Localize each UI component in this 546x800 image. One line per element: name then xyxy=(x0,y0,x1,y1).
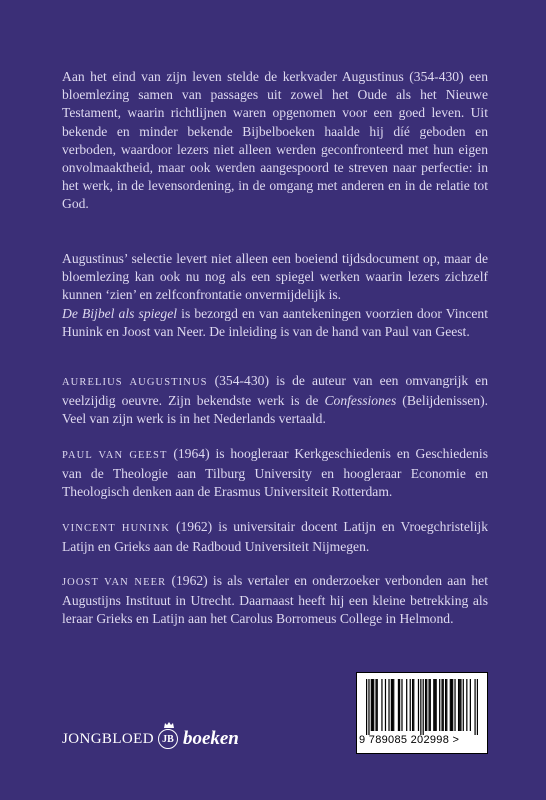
bio-name: JOOST VAN NEER xyxy=(62,577,167,588)
barcode-bar xyxy=(412,679,413,731)
barcode-bar xyxy=(413,679,414,731)
bio-name: AURELIUS AUGUSTINUS xyxy=(62,377,208,388)
barcode-bar xyxy=(430,679,431,731)
bio-van-geest xyxy=(62,445,488,502)
barcode-bar xyxy=(477,679,478,735)
barcode-icon xyxy=(366,679,478,735)
barcode-bar xyxy=(451,679,452,731)
barcode-digits: 9 789085 202998 > xyxy=(359,734,460,746)
blurb-text-1: Aan het eind van zijn leven stelde de kerkvader Augustinus (354-430) een bloemlezing samen van passages uit zowel het Oude als het Nieuwe Testament, waarin richtlijnen waren opgenomen voor een goed leven. Uit bekende en minder bekende Bijbelboeken haalde hij díé geboden en verboden, waardoor lezers niet alleen werden geconfronteerd met hun eigen onvolmaaktheid, maar ook werden aangespoord te streven naar perfectie: in het werk, in de levensordening, in de omgang met anderen en in de relatie tot God. xyxy=(62,69,488,212)
barcode-bar xyxy=(466,679,467,731)
barcode-bar xyxy=(445,679,446,731)
barcode-bar xyxy=(388,679,389,731)
barcode-bar xyxy=(452,679,453,731)
barcode-bar xyxy=(454,679,455,731)
barcode-bar xyxy=(458,679,459,731)
barcode-bar xyxy=(436,679,437,731)
barcode-bar xyxy=(392,679,393,731)
blurb-paragraph-3 xyxy=(62,305,488,341)
barcode-bar xyxy=(393,679,394,731)
barcode-bar xyxy=(391,679,392,731)
barcode-bar xyxy=(373,679,374,731)
barcode-bar xyxy=(443,679,444,731)
seal-monogram: JB xyxy=(158,729,178,749)
publisher-name: JONGBLOED xyxy=(62,730,154,747)
bio-augustinus xyxy=(62,372,488,429)
barcode-bar xyxy=(401,679,402,731)
barcode-bar xyxy=(474,679,475,735)
bio-text: (354-430) is de auteur van een omvangrijk en veelzijdig oeuvre. Zijn bekendste werk is de xyxy=(62,373,488,409)
publisher-seal xyxy=(158,727,180,751)
book-title: De Bijbel als spiegel xyxy=(62,306,178,321)
crown-icon xyxy=(164,722,174,728)
bio-text: (1964) is hoogleraar Kerkgeschiedenis en Geschiedenis van de Theologie aan Tilburg University en hoogleraar Economie en Theologisch denken aan de Erasmus Universiteit Rotterdam. xyxy=(62,446,488,500)
barcode-bar xyxy=(441,679,442,731)
bio-van-neer xyxy=(62,572,488,629)
bio-name: PAUL VAN GEEST xyxy=(62,450,168,461)
blurb-paragraph-2 xyxy=(62,250,488,305)
barcode-bar xyxy=(366,679,367,735)
barcode-bar xyxy=(446,679,447,731)
bio-hunink xyxy=(62,518,488,556)
blurb-text-3 xyxy=(62,305,488,341)
publisher-logo xyxy=(62,727,239,751)
barcode-bar xyxy=(433,679,434,731)
bio-name: VINCENT HUNINK xyxy=(62,523,170,534)
barcode-bar xyxy=(420,679,421,735)
barcode-bar xyxy=(381,679,382,731)
barcode-bar xyxy=(428,679,429,731)
publisher-imprint: boeken xyxy=(182,728,239,749)
bio-text: (1962) is universitair docent Latijn en Vroegchristelijk Latijn en Grieks aan de Radboud Universiteit Nijmegen. xyxy=(62,519,488,555)
barcode-bar xyxy=(372,679,373,731)
blurb-text-3-rest: is bezorgd en van aantekeningen voorzien door Vincent Hunink en Joost van Neer. De inleiding is van de hand van Paul van Geest. xyxy=(62,306,488,340)
barcode-bar xyxy=(375,679,376,731)
barcode-bar xyxy=(425,679,426,731)
barcode-bar xyxy=(463,679,464,731)
barcode-bar xyxy=(418,679,419,731)
barcode-bar xyxy=(426,679,427,731)
barcode-bar xyxy=(459,679,460,731)
barcode-bar xyxy=(385,679,386,731)
barcode-bar xyxy=(377,679,378,731)
barcode-bar xyxy=(470,679,471,731)
bio-text: (1962) is als vertaler en onderzoeker verbonden aan het Augustijns Instituut in Utrecht. Daarnaast heeft hij een kleine betrekking als leraar Grieks en Latijn aan het Carolus Borromeus College in Helmond. xyxy=(62,573,488,627)
barcode-bar xyxy=(450,679,451,731)
barcode-bar xyxy=(398,679,399,731)
blurb-paragraph-1 xyxy=(62,68,488,214)
barcode-bar xyxy=(399,679,400,731)
barcode-bar xyxy=(368,679,369,735)
barcode-bar xyxy=(371,679,372,731)
barcode-bar xyxy=(423,679,424,735)
bio-italic: Confessiones xyxy=(324,393,397,409)
blurb-text-2: Augustinus’ selectie levert niet alleen een boeiend tijdsdocument op, maar de bloemlezing kan ook nu nog als een spiegel werken waarin lezers zichzelf kunnen ‘zien’ en zelfconfrontatie onvermijdelijk is. xyxy=(62,251,488,303)
barcode-bar xyxy=(406,679,407,731)
barcode-bar xyxy=(434,679,435,731)
barcode-bar xyxy=(410,679,411,731)
barcode-bar xyxy=(460,679,461,731)
barcode-bar xyxy=(439,679,440,731)
isbn-barcode xyxy=(356,672,488,754)
bio-text-after: (Belijdenissen). Veel van zijn werk is in het Nederlands vertaald. xyxy=(62,393,488,427)
